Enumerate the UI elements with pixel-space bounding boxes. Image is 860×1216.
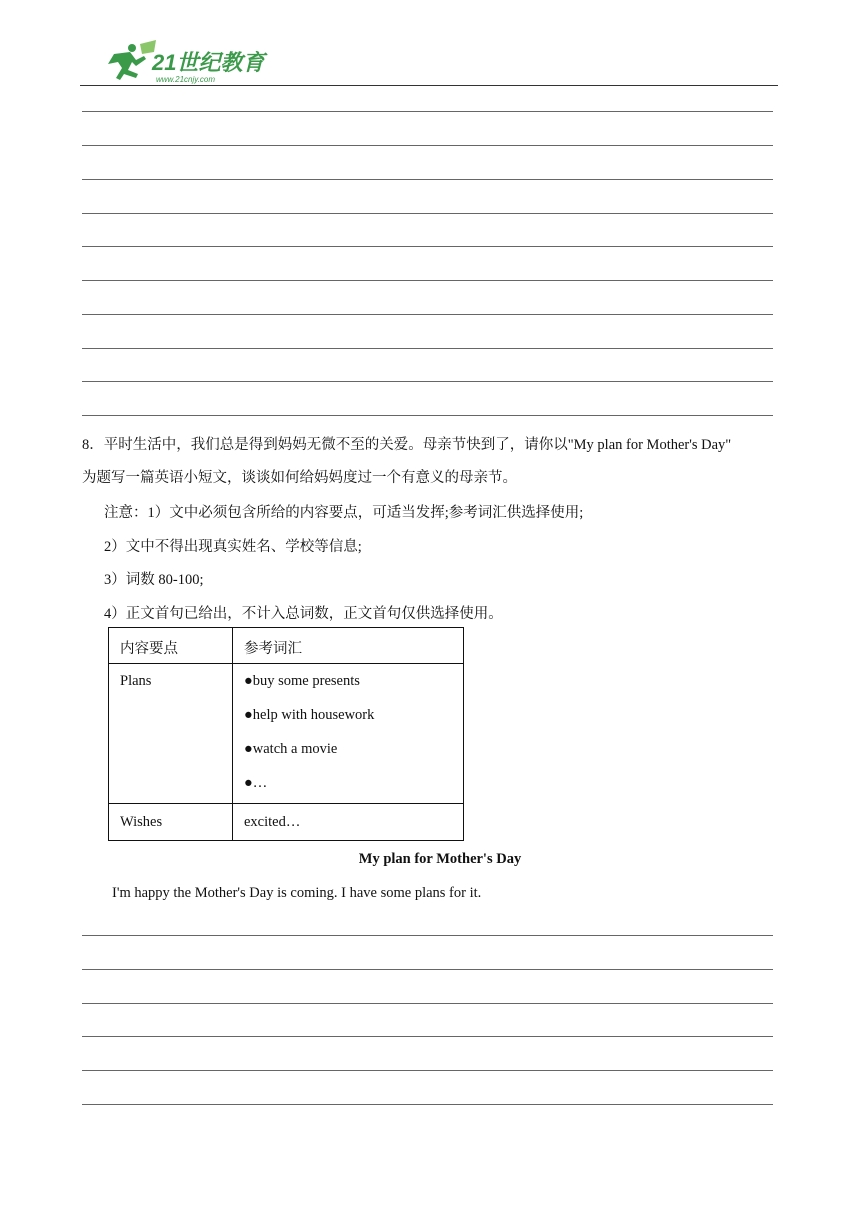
question-number: 8． [82, 437, 104, 453]
answer-line [82, 969, 773, 970]
answer-line [82, 145, 773, 146]
answer-line [82, 179, 773, 180]
table-header-row [109, 628, 464, 664]
vocab-item: ●watch a movie [244, 741, 338, 757]
table-row [109, 804, 464, 841]
answer-line [82, 1104, 773, 1105]
table-header-cell: 参考词汇 [233, 628, 464, 664]
header-divider [80, 85, 778, 86]
note-2: 2）文中不得出现真实姓名、学校等信息; [104, 539, 362, 555]
note-4: 4）正文首句已给出，不计入总词数，正文首句仅供选择使用。 [104, 606, 503, 622]
vocab-item: ●… [244, 775, 268, 791]
answer-line [82, 314, 773, 315]
question-line-1 [82, 433, 731, 454]
vocab-item: ●buy some presents [244, 673, 360, 689]
question-line-2: 为题写一篇英语小短文，谈谈如何给妈妈度过一个有意义的母亲节。 [82, 470, 517, 486]
answer-line [82, 246, 773, 247]
table-header-cell: 内容要点 [109, 628, 233, 664]
answer-line [82, 111, 773, 112]
answer-line [82, 348, 773, 349]
table-row [109, 664, 464, 804]
logo-url: www.21cnjy.com [156, 75, 215, 84]
page-header [100, 40, 780, 86]
answer-line [82, 1003, 773, 1004]
note-3: 3）词数 80-100; [104, 572, 204, 588]
table-cell-point: Wishes [109, 804, 233, 841]
note-1: 注意：1）文中必须包含所给的内容要点，可适当发挥;参考词汇供选择使用; [104, 505, 584, 521]
answer-line [82, 415, 773, 416]
runner-icon [108, 40, 156, 80]
essay-title: My plan for Mother's Day [358, 851, 522, 867]
answer-line [82, 1036, 773, 1037]
vocab-item: ●help with housework [244, 707, 375, 723]
question-text-1: 平时生活中，我们总是得到妈妈无微不至的关爱。母亲节快到了，请你以"My plan for Mother's Day" [103, 437, 732, 453]
table-cell-vocab [233, 664, 464, 804]
answer-line [82, 1070, 773, 1071]
answer-line [82, 213, 773, 214]
answer-line [82, 280, 773, 281]
vocabulary-table [108, 627, 464, 841]
table-cell-vocab: excited… [233, 804, 464, 841]
table-cell-point: Plans [109, 664, 233, 804]
logo [100, 40, 270, 84]
essay-opening-sentence: I'm happy the Mother's Day is coming. I have some plans for it. [112, 885, 482, 901]
logo-text: 21世纪教育 [152, 50, 265, 75]
answer-line [82, 935, 773, 936]
answer-line [82, 381, 773, 382]
